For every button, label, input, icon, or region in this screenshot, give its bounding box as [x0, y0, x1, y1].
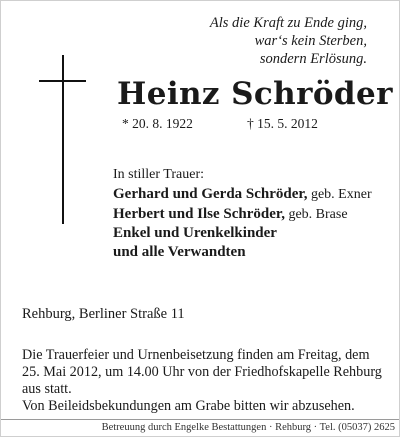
mourner-note: geb. Exner	[307, 187, 372, 202]
mourner-name: Herbert und Ilse Schröder,	[113, 206, 285, 222]
motto-line-2: war‘s kein Sterben,	[254, 33, 367, 49]
mourner-line	[113, 224, 277, 243]
mourner-line	[113, 243, 246, 262]
ceremony-line-3: aus statt.	[22, 381, 72, 397]
ceremony-line-2: 25. Mai 2012, um 14.00 Uhr von der Friedhofskapelle Rehburg	[22, 364, 382, 380]
motto-line-3: sondern Erlösung.	[259, 51, 367, 67]
ceremony-announcement	[22, 347, 384, 398]
home-address: Rehburg, Berliner Straße 11	[22, 306, 185, 322]
motto-line-1: Als die Kraft zu Ende ging,	[209, 15, 367, 31]
mourner-note: geb. Brase	[284, 207, 348, 222]
condolence-request: Von Beileidsbekundungen am Grabe bitten wir abzusehen.	[22, 398, 355, 414]
ceremony-line-1: Die Trauerfeier und Urnenbeisetzung finden am Freitag, dem	[22, 347, 370, 363]
mourning-intro: In stiller Trauer:	[113, 167, 204, 182]
funeral-home-footer: Betreuung durch Engelke Bestattungen · Rehburg · Tel. (05037) 2625	[101, 422, 395, 433]
mourner-name: Enkel und Urenkelkinder	[113, 225, 277, 241]
mourner-line	[113, 185, 372, 204]
mourner-name: und alle Verwandten	[113, 244, 246, 260]
mourner-name: Gerhard und Gerda Schröder,	[113, 186, 308, 202]
mourner-line	[113, 205, 348, 224]
death-date: † 15. 5. 2012	[247, 116, 318, 131]
footer-divider	[1, 419, 399, 420]
birth-date: * 20. 8. 1922	[122, 116, 193, 131]
deceased-name: Heinz Schröder	[117, 76, 393, 112]
